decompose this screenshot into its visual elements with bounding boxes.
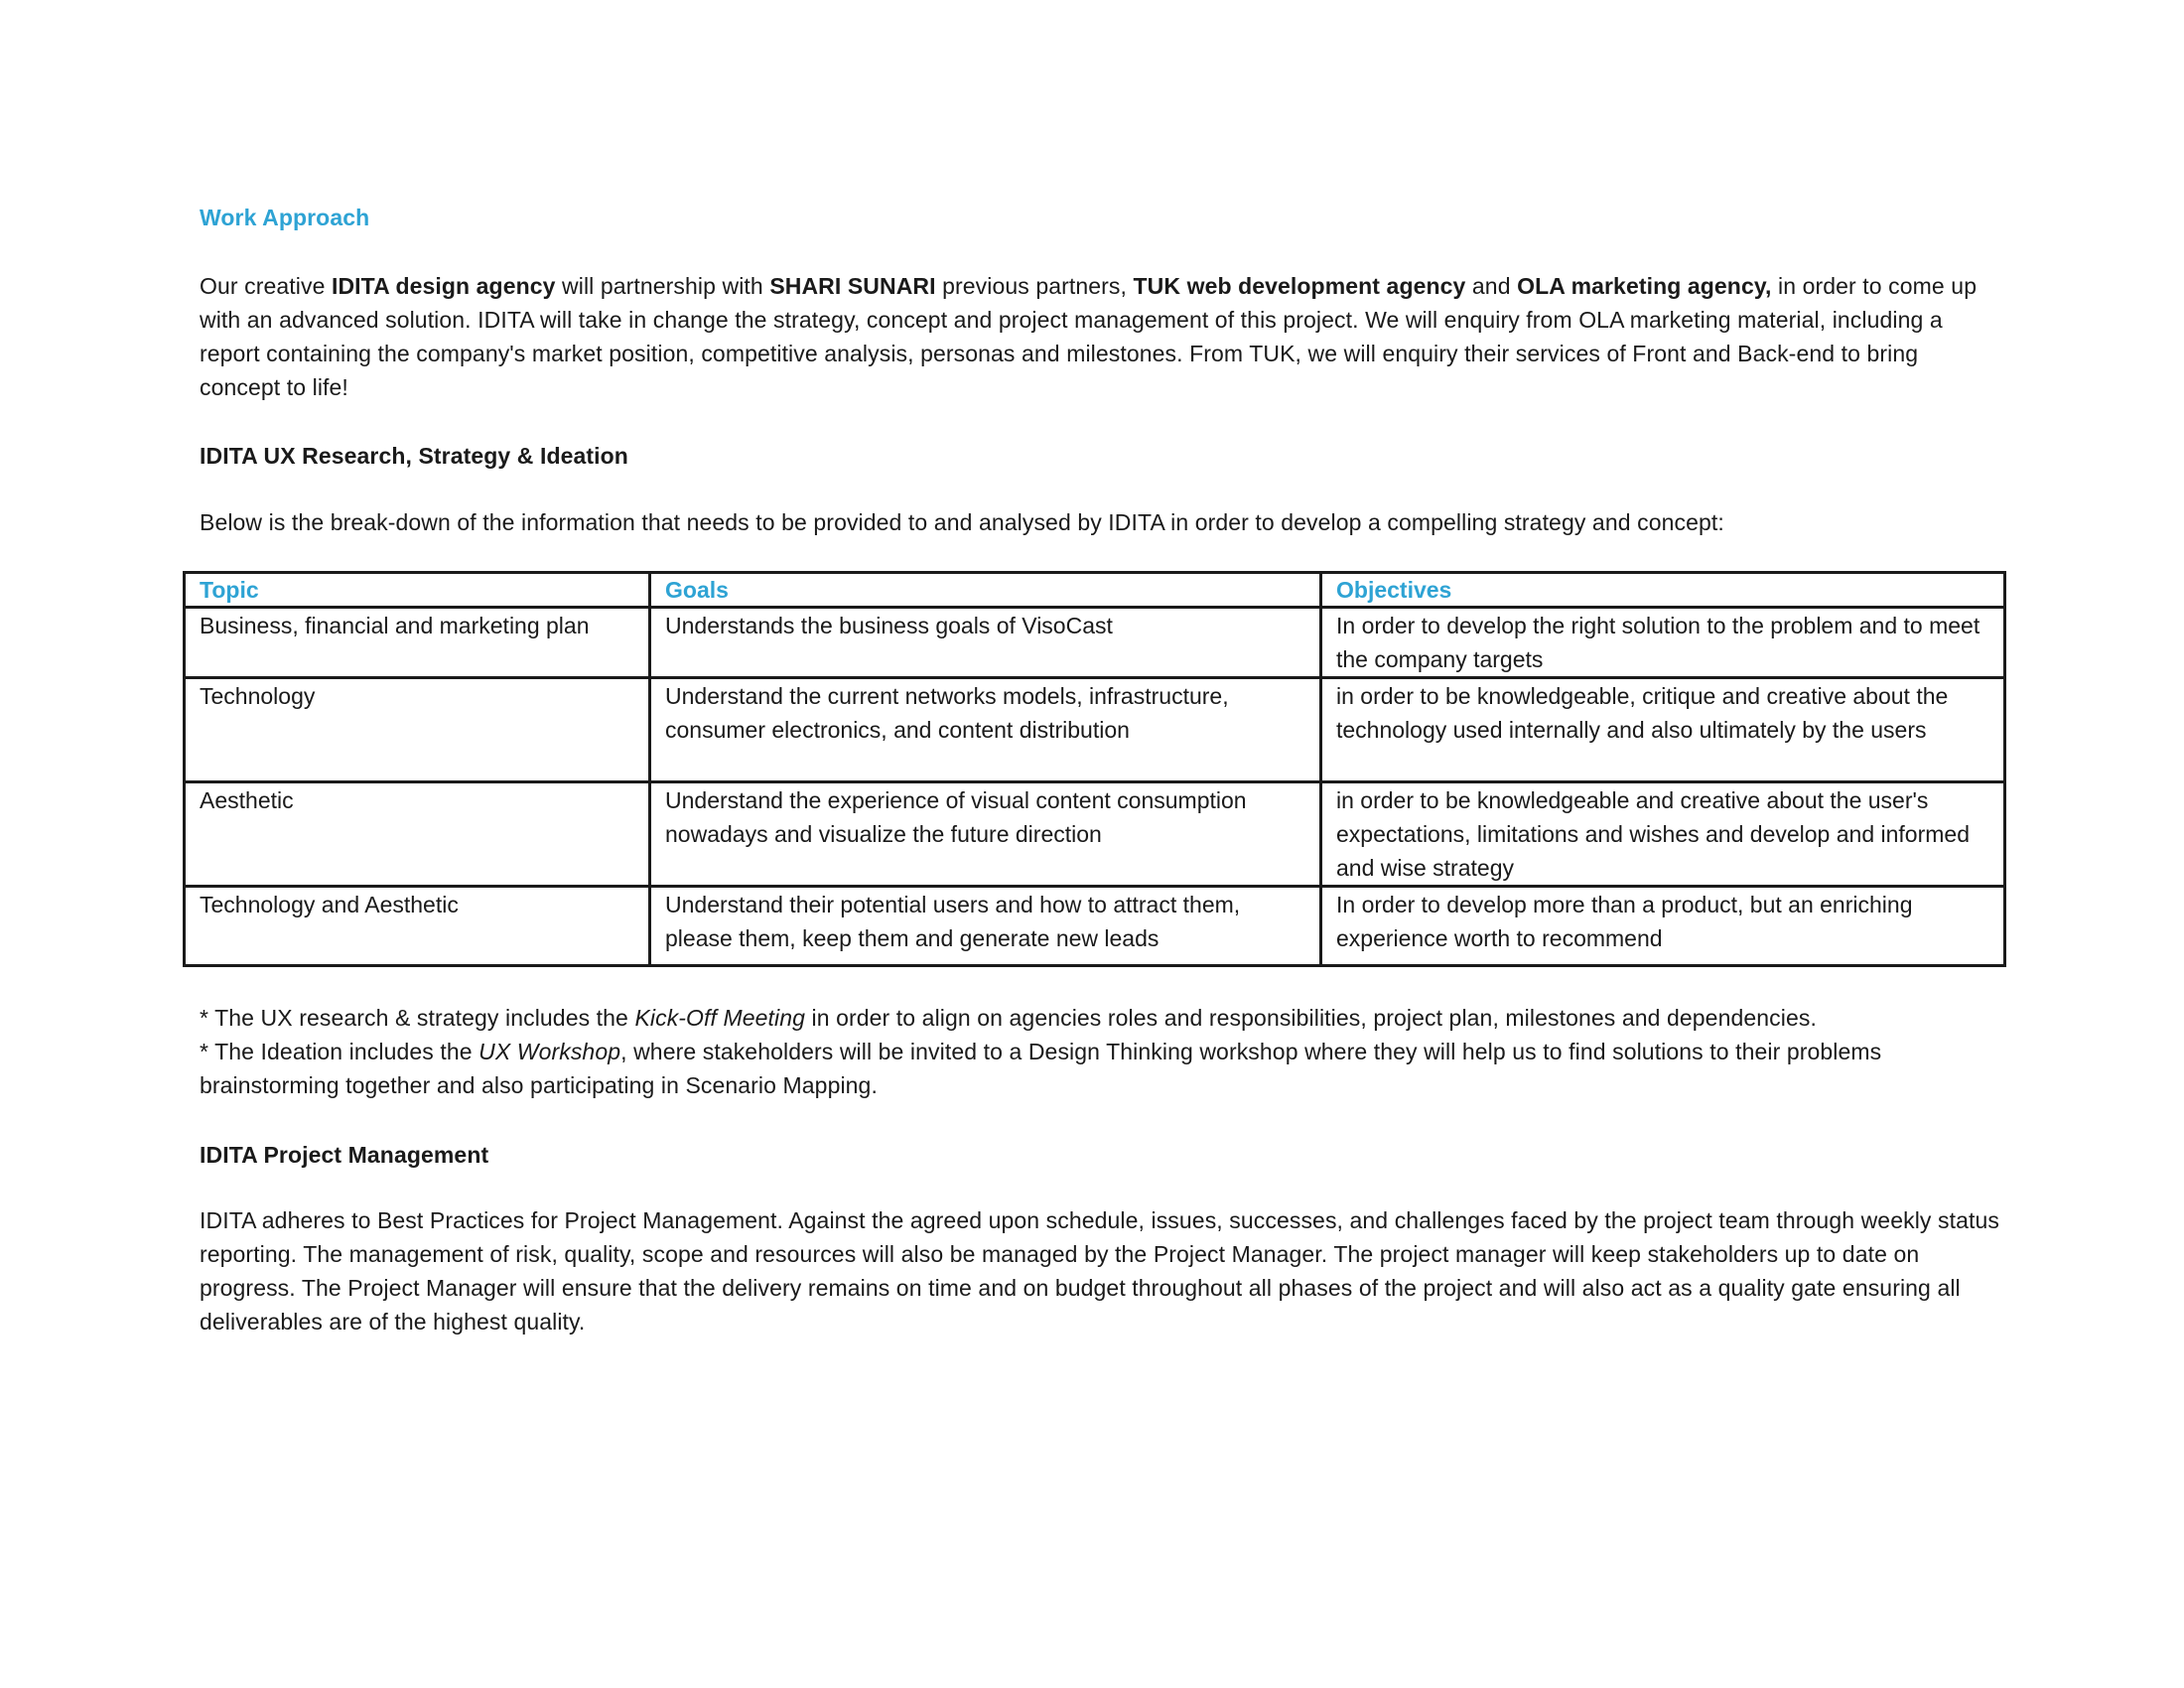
ux-research-intro: Below is the break-down of the information that needs to be provided to and analysed by IDITA in order to develop a compelling strategy and concept: [200, 509, 1724, 535]
agency-name-tuk: TUK web development agency [1133, 273, 1466, 299]
table-header-row [185, 573, 2005, 608]
paragraph-text: in order to come up with an advanced solution. IDITA will take in change the strategy, concept and project management of this project. We will enquiry from OLA marketing material, including a report containing the company's market position, competitive analysis, personas and milestones. From TUK, we will enquiry their services of Front and Back-end to bring concept to life! [200, 273, 1978, 400]
note-emphasis: Kick-Off Meeting [634, 1005, 806, 1031]
column-header-topic: Topic [185, 573, 650, 608]
cell-topic: Technology [185, 678, 650, 782]
table-row [185, 887, 2005, 966]
table-row [185, 608, 2005, 678]
column-header-objectives: Objectives [1321, 573, 2005, 608]
paragraph-text: and [1465, 273, 1518, 299]
client-name: SHARI SUNARI [769, 273, 936, 299]
note-text: * The Ideation includes the [200, 1039, 479, 1064]
ux-research-heading: IDITA UX Research, Strategy & Ideation [200, 443, 628, 469]
agency-name-ola: OLA marketing agency, [1517, 273, 1772, 299]
work-approach-paragraph [200, 269, 1991, 404]
note-ux-workshop [200, 1035, 1977, 1102]
column-header-goals: Goals [650, 573, 1321, 608]
table-row [185, 782, 2005, 887]
note-emphasis: UX Workshop [478, 1039, 621, 1064]
note-text: , where stakeholders will be invited to a Design Thinking workshop where they will help us to find solutions to their problems brainstorming together and also participating in Scenario Mapping. [200, 1039, 1882, 1098]
agency-name-idita: IDITA design agency [331, 273, 556, 299]
cell-topic: Aesthetic [185, 782, 650, 887]
project-management-paragraph: IDITA adheres to Best Practices for Project Management. Against the agreed upon schedule, issues, successes, and challenges faced by the project team through weekly status reporting. The management of risk, quality, scope and resources will also be managed by the Project Manager. The project manager will keep stakeholders up to date on progress. The Project Manager will ensure that the delivery remains on time and on budget throughout all phases of the project and will also act as a quality gate ensuring all deliverables are of the highest quality. [200, 1207, 1999, 1335]
work-approach-heading: Work Approach [200, 205, 370, 230]
cell-goals: Understand the experience of visual content consumption nowadays and visualize the future direction [650, 782, 1321, 887]
cell-objectives: In order to develop the right solution to the problem and to meet the company targets [1321, 608, 2005, 678]
ux-research-table [183, 571, 2006, 967]
project-management-heading: IDITA Project Management [200, 1142, 489, 1168]
note-kickoff [200, 1001, 2006, 1035]
cell-objectives: In order to develop more than a product, but an enriching experience worth to recommend [1321, 887, 2005, 966]
paragraph-text: will partnership with [555, 273, 770, 299]
note-text: in order to align on agencies roles and responsibilities, project plan, milestones and dependencies. [805, 1005, 1817, 1031]
paragraph-text: previous partners, [935, 273, 1134, 299]
cell-goals: Understand the current networks models, infrastructure, consumer electronics, and content distribution [650, 678, 1321, 782]
cell-objectives: in order to be knowledgeable, critique and creative about the technology used internally and also ultimately by the users [1321, 678, 2005, 782]
cell-objectives: in order to be knowledgeable and creative about the user's expectations, limitations and wishes and develop and informed and wise strategy [1321, 782, 2005, 887]
note-text: * The UX research & strategy includes the [200, 1005, 635, 1031]
cell-topic: Business, financial and marketing plan [185, 608, 650, 678]
table-row [185, 678, 2005, 782]
cell-goals: Understands the business goals of VisoCast [650, 608, 1321, 678]
paragraph-text: Our creative [200, 273, 332, 299]
cell-goals: Understand their potential users and how to attract them, please them, keep them and generate new leads [650, 887, 1321, 966]
cell-topic: Technology and Aesthetic [185, 887, 650, 966]
